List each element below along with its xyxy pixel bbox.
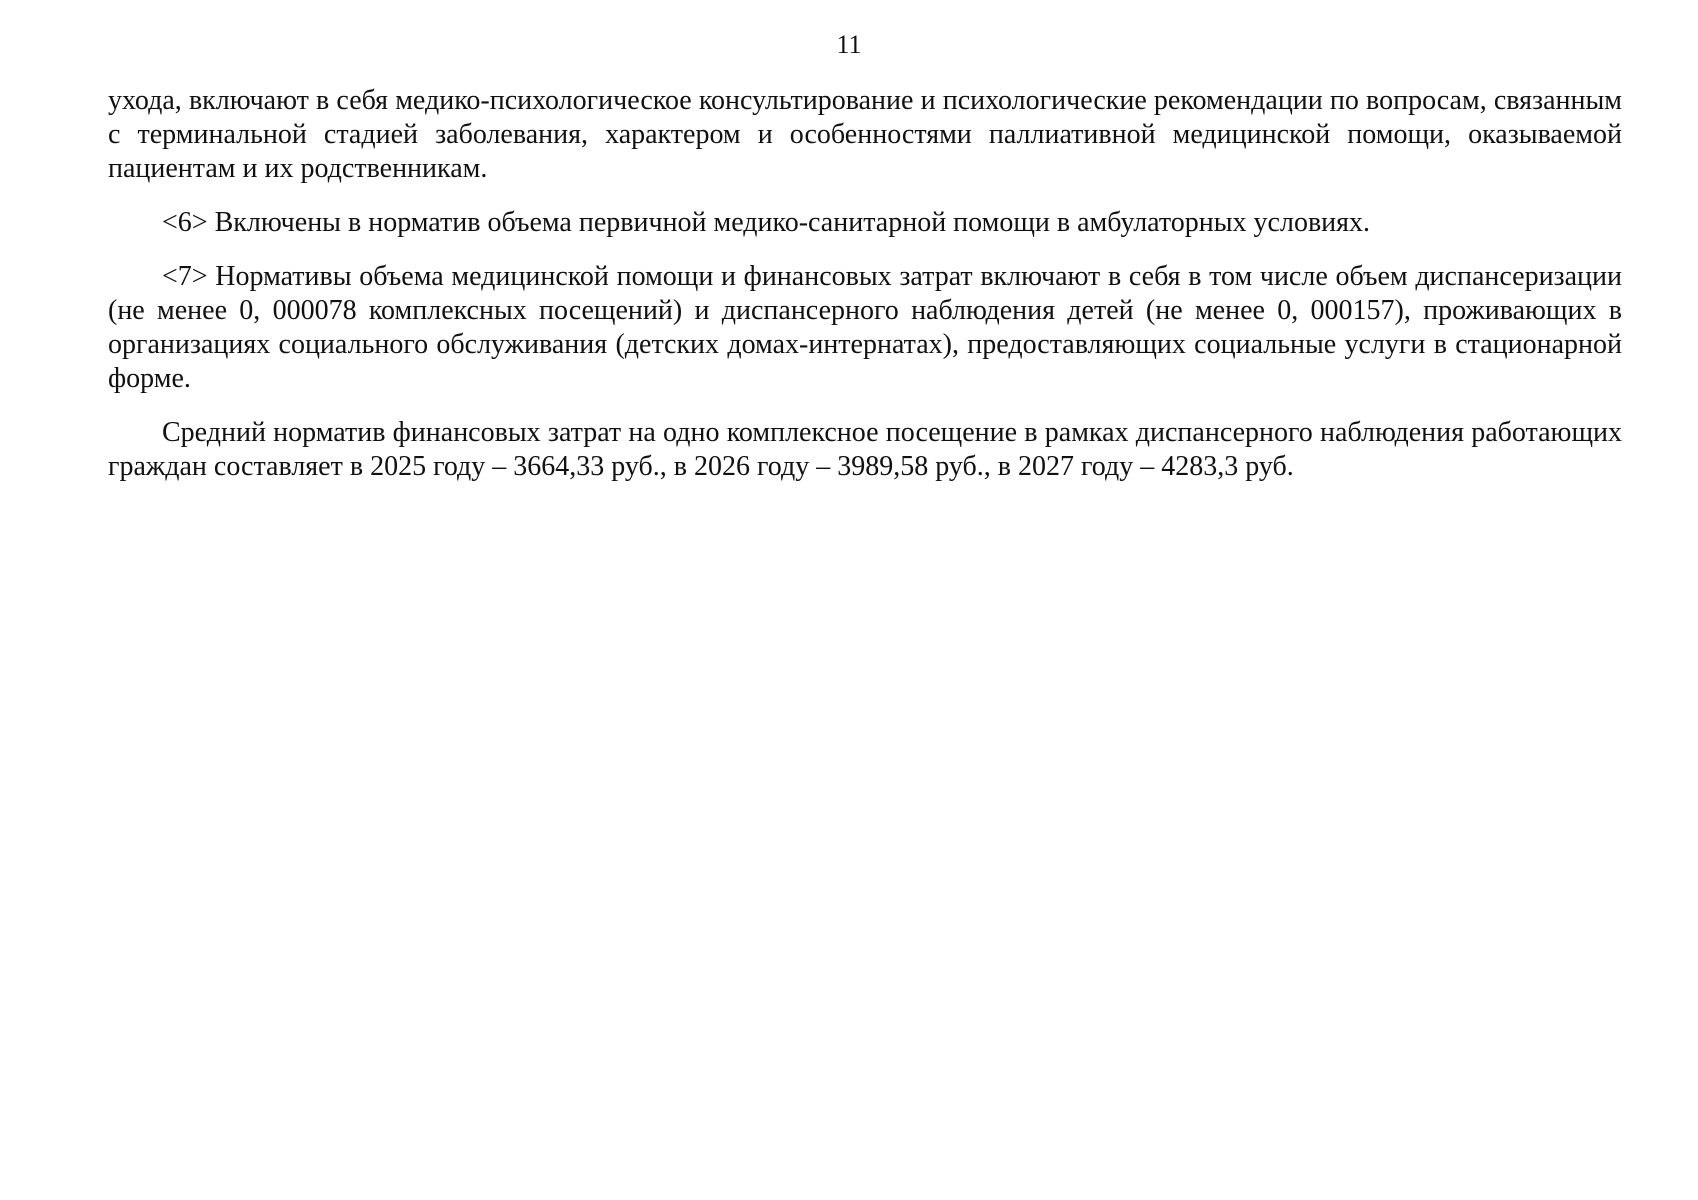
footnote-7: <7> Нормативы объема медицинской помощи и финансовых затрат включают в себя в том числе объем диспансеризации (не менее 0, 000078 комплексных посещений) и диспансерного наблюдения детей (не менее 0, 000157), проживающих в организациях социального обслуживания (детских домах-интернатах), предоставляющих социальные услуги в стационарной форме.: [108, 261, 1622, 394]
paragraph-continuation: ухода, включают в себя медико-психологическое консультирование и психологические рекомендации по вопросам, связанным с терминальной стадией заболевания, характером и особенностями паллиативной медицинской помощи, оказываемой пациентам и их родственникам.: [108, 85, 1622, 184]
document-body: [108, 84, 1622, 504]
page-number: 11: [836, 30, 862, 59]
footnote-6: <6> Включены в норматив объема первичной медико-санитарной помощи в амбулаторных условиях.: [162, 207, 1371, 238]
paragraph-average-cost: Средний норматив финансовых затрат на одно комплексное посещение в рамках диспансерного наблюдения работающих граждан составляет в 2025 году – 3664,33 руб., в 2026 году – 3989,58 руб., в 2027 году – 4283,3 руб.: [108, 417, 1622, 482]
